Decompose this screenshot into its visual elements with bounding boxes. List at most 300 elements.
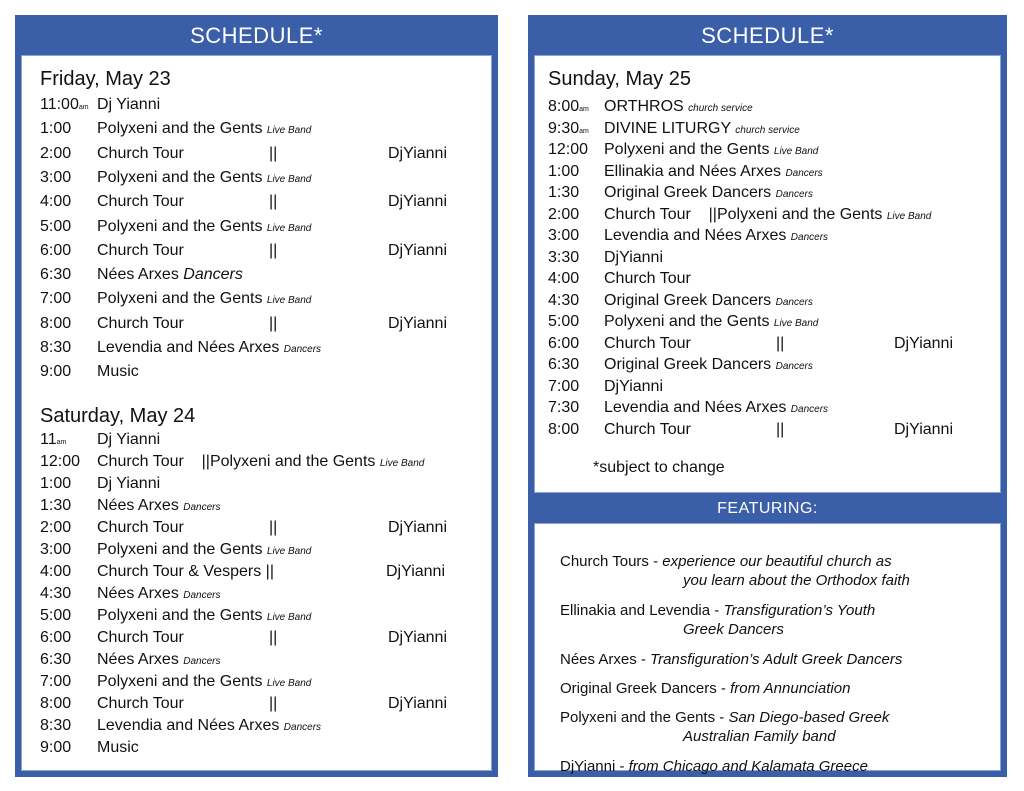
time-label <box>40 265 71 285</box>
event-name: Church Tour <box>97 241 184 259</box>
schedule-row <box>40 289 480 309</box>
event-name: ORTHROS <box>604 98 684 115</box>
time-label <box>40 672 71 692</box>
time-label <box>40 192 71 212</box>
time-label <box>40 716 71 736</box>
time-label <box>548 140 588 160</box>
event-name: Original Greek Dancers <box>604 184 772 201</box>
featuring-desc: San Diego-based Greek <box>728 709 890 726</box>
event-label <box>604 140 818 162</box>
event-label <box>604 269 691 289</box>
time-value: 11:00 <box>40 96 79 113</box>
event-tag: Live Band <box>773 146 819 157</box>
event-tag: Live Band <box>266 546 312 557</box>
time-value: 7:00 <box>40 290 72 308</box>
schedule-row <box>40 338 480 358</box>
event-name: Church Tour & Vespers || <box>97 563 274 580</box>
dj-label: DjYianni <box>388 695 447 712</box>
time-label <box>40 650 71 670</box>
event-tag: Dancers <box>775 361 813 372</box>
event-label <box>97 452 424 474</box>
schedule-row <box>40 144 480 164</box>
event-tag: Live Band <box>266 612 312 623</box>
schedule-panel-right <box>528 15 1007 777</box>
time-value: 3:00 <box>548 227 580 244</box>
schedule-row <box>40 694 480 714</box>
event-name: Church Tour <box>97 629 184 646</box>
event-name: Original Greek Dancers <box>604 291 772 309</box>
ampm-label: am <box>78 104 89 111</box>
event-tag: church service <box>735 124 800 136</box>
schedule-row <box>40 496 480 516</box>
event-tag: Dancers <box>183 502 221 513</box>
event-name: Polyxeni and the Gents <box>97 290 263 308</box>
event-label <box>97 217 311 239</box>
time-label <box>40 738 71 758</box>
time-value: 4:30 <box>548 291 580 309</box>
time-value: 6:00 <box>40 629 72 646</box>
event-name: Music <box>97 363 139 381</box>
time-value: 4:00 <box>40 563 72 580</box>
featuring-header: FEATURING: <box>717 500 818 517</box>
time-label <box>40 241 71 261</box>
time-label <box>40 540 71 560</box>
time-label <box>40 452 80 472</box>
event-name: Nées Arxes <box>97 497 179 514</box>
time-label <box>548 334 579 354</box>
featuring-name: Nées Arxes - <box>560 651 651 668</box>
featuring-line <box>683 727 836 746</box>
featuring-desc: from Annunciation <box>730 680 851 697</box>
event-label <box>604 183 813 205</box>
time-label <box>40 95 89 118</box>
event-extra: ||Polyxeni and the Gents <box>708 205 883 223</box>
time-label <box>548 398 579 418</box>
schedule-row <box>40 650 480 670</box>
time-value: 1:00 <box>548 162 580 180</box>
ampm-label: am <box>579 106 589 113</box>
featuring-name: Polyxeni and the Gents - <box>560 709 729 726</box>
event-label <box>97 241 184 261</box>
event-name: Dj Yianni <box>97 475 161 492</box>
day-title-sunday: Sunday, May 25 <box>548 68 692 90</box>
event-name: Ellinakia and Nées Arxes <box>604 162 781 180</box>
event-label <box>97 362 139 382</box>
schedule-row <box>548 312 993 332</box>
time-label <box>40 474 71 494</box>
time-label <box>40 168 71 188</box>
time-label <box>548 291 579 311</box>
event-label <box>97 192 184 212</box>
time-label <box>40 628 71 648</box>
featuring-line <box>560 601 875 620</box>
time-value: 4:00 <box>548 270 580 287</box>
time-label <box>40 217 71 237</box>
day-title-saturday: Saturday, May 24 <box>40 405 196 427</box>
event-name: Nées Arxes <box>97 266 179 284</box>
featuring-desc: Greek Dancers <box>683 621 784 638</box>
event-label <box>97 338 321 360</box>
separator: || <box>269 144 278 162</box>
schedule-row <box>548 269 993 289</box>
time-label <box>40 144 71 164</box>
schedule-row <box>548 97 993 117</box>
schedule-row <box>40 562 480 582</box>
event-tag: Live Band <box>266 125 312 137</box>
time-value: 2:00 <box>548 205 580 223</box>
dj-label: DjYianni <box>388 314 447 332</box>
event-label <box>97 518 184 538</box>
time-value: 1:00 <box>40 475 72 492</box>
time-value: 9:30 <box>548 119 580 137</box>
event-name: Church Tour <box>97 193 184 211</box>
time-label <box>40 584 71 604</box>
event-tag: Dancers <box>183 590 221 601</box>
time-value: 3:00 <box>40 541 72 558</box>
featuring-line <box>560 552 892 571</box>
event-name: DjYianni <box>604 248 663 266</box>
event-name: Church Tour <box>97 314 184 332</box>
time-label <box>40 562 71 582</box>
time-value: 1:30 <box>40 497 72 514</box>
schedule-row <box>40 738 480 758</box>
featuring-line <box>560 679 850 698</box>
dj-label: DjYianni <box>388 193 447 211</box>
event-tag: Dancers <box>183 656 221 667</box>
event-label <box>97 606 311 628</box>
schedule-row <box>548 291 993 311</box>
schedule-row <box>40 584 480 604</box>
schedule-row <box>40 192 480 212</box>
featuring-line <box>683 571 910 590</box>
event-name: Polyxeni and the Gents <box>97 120 263 138</box>
schedule-row <box>548 119 993 139</box>
featuring-line <box>560 650 902 669</box>
time-label <box>548 355 579 375</box>
schedule-row <box>548 140 993 160</box>
dj-label: DjYianni <box>388 241 447 259</box>
event-name: Original Greek Dancers <box>604 356 772 373</box>
time-label <box>548 162 579 182</box>
event-tag: Live Band <box>266 222 312 234</box>
schedule-row <box>40 168 480 188</box>
schedule-row <box>548 226 993 246</box>
time-value: 3:00 <box>40 168 72 186</box>
time-label <box>40 289 71 309</box>
time-value: 1:00 <box>40 120 72 138</box>
event-tag: Dancers <box>775 296 813 308</box>
separator: || <box>776 334 785 352</box>
event-name: Church Tour <box>604 334 691 352</box>
event-name: Music <box>97 739 139 756</box>
event-label <box>97 314 184 334</box>
event-name: Levendia and Nées Arxes <box>604 399 787 416</box>
event-name: DIVINE LITURGY <box>604 119 731 137</box>
time-value: 2:00 <box>40 144 72 162</box>
event-tag: Dancers <box>785 167 823 179</box>
ampm-label: am <box>56 439 67 446</box>
separator: || <box>269 241 278 259</box>
event-name: Church Tour <box>97 695 184 712</box>
time-label <box>548 312 579 332</box>
time-value: 5:00 <box>548 313 580 330</box>
event-label <box>97 474 160 494</box>
event-tag: church service <box>688 103 753 114</box>
event-tag: Dancers <box>790 232 829 243</box>
time-value: 6:30 <box>548 356 580 373</box>
time-value: 5:00 <box>40 217 72 235</box>
dj-label: DjYianni <box>388 629 447 646</box>
schedule-row <box>548 377 993 397</box>
dj-label: DjYianni <box>894 420 953 438</box>
time-label <box>40 430 66 453</box>
day-title-friday: Friday, May 23 <box>40 68 171 90</box>
schedule-panel-left <box>15 15 498 777</box>
time-value: 7:30 <box>548 399 580 416</box>
event-tag: Dancers <box>183 266 243 284</box>
time-label <box>548 226 579 246</box>
event-label <box>604 312 818 334</box>
event-label <box>97 628 184 648</box>
event-name: Church Tour <box>97 144 184 162</box>
schedule-row <box>40 265 480 285</box>
time-value: 3:30 <box>548 248 580 266</box>
event-label <box>604 291 813 313</box>
event-label <box>604 377 663 397</box>
event-label <box>97 738 139 758</box>
event-name: Church Tour <box>604 270 691 287</box>
schedule-row <box>40 362 480 382</box>
featuring-desc: you learn about the Orthodox faith <box>683 572 910 589</box>
schedule-row <box>40 314 480 334</box>
event-label <box>97 289 311 311</box>
time-value: 1:30 <box>548 184 580 201</box>
event-label <box>97 95 160 115</box>
event-tag: Dancers <box>283 344 322 355</box>
event-name: Polyxeni and the Gents <box>97 168 263 186</box>
event-name: Nées Arxes <box>97 651 179 668</box>
time-label <box>548 420 579 440</box>
schedule-row <box>548 162 993 182</box>
time-label <box>548 248 579 268</box>
time-label <box>40 119 71 139</box>
time-value: 7:00 <box>548 377 580 395</box>
time-value: 8:30 <box>40 339 72 356</box>
event-label <box>604 355 813 377</box>
time-label <box>548 183 579 203</box>
event-name: Church Tour <box>604 205 691 223</box>
schedule-row <box>548 398 993 418</box>
schedule-row <box>548 205 993 225</box>
featuring-desc: Australian Family band <box>683 728 836 745</box>
event-label <box>97 584 221 606</box>
event-name: Dj Yianni <box>97 96 161 113</box>
time-value: 6:30 <box>40 266 72 284</box>
event-label <box>604 162 823 184</box>
schedule-header: SCHEDULE* <box>701 23 834 48</box>
schedule-row <box>40 518 480 538</box>
time-label <box>40 496 71 516</box>
schedule-row <box>548 355 993 375</box>
event-label <box>604 97 753 119</box>
schedule-row <box>40 95 480 115</box>
event-label <box>97 716 321 738</box>
featuring-desc: experience our beautiful church as <box>662 553 892 570</box>
time-value: 8:30 <box>40 717 72 734</box>
event-name: Nées Arxes <box>97 585 179 602</box>
time-value: 8:00 <box>40 695 72 712</box>
schedule-row <box>40 540 480 560</box>
time-label <box>40 518 71 538</box>
event-tag: Live Band <box>266 678 312 689</box>
event-label <box>97 430 160 450</box>
schedule-row <box>548 334 993 354</box>
event-name: Polyxeni and the Gents <box>604 313 770 330</box>
event-name: Church Tour <box>604 420 691 438</box>
event-label <box>604 119 800 141</box>
time-value: 9:00 <box>40 739 72 756</box>
event-name: Polyxeni and the Gents <box>97 673 263 690</box>
time-label <box>40 314 71 334</box>
time-label <box>40 606 71 626</box>
dj-label: DjYianni <box>388 519 447 536</box>
event-label <box>97 144 184 164</box>
event-tag: Live Band <box>266 173 312 185</box>
separator: || <box>269 695 278 712</box>
event-label <box>97 562 274 582</box>
time-value: 12:00 <box>548 141 589 158</box>
schedule-row <box>548 183 993 203</box>
time-value: 12:00 <box>40 453 81 470</box>
time-label <box>40 694 71 714</box>
event-name: Levendia and Nées Arxes <box>97 717 280 734</box>
event-label <box>604 420 691 440</box>
time-value: 5:00 <box>40 607 72 624</box>
featuring-desc: Transfiguration’s Adult Greek Dancers <box>650 651 903 668</box>
event-name: Polyxeni and the Gents <box>97 217 263 235</box>
event-label <box>97 672 311 694</box>
schedule-row <box>548 420 993 440</box>
time-value: 9:00 <box>40 363 72 381</box>
event-label <box>604 205 931 227</box>
event-label <box>97 119 311 141</box>
dj-label: DjYianni <box>386 563 445 580</box>
time-value: 6:00 <box>548 334 580 352</box>
event-name: Polyxeni and the Gents <box>604 141 770 158</box>
event-name: Levendia and Nées Arxes <box>604 227 787 244</box>
schedule-row <box>40 606 480 626</box>
time-label <box>548 269 579 289</box>
featuring-name: Original Greek Dancers - <box>560 680 731 697</box>
featuring-list <box>534 523 1001 775</box>
separator: || <box>269 629 278 646</box>
event-name: Levendia and Nées Arxes <box>97 339 280 356</box>
schedule-row <box>40 628 480 648</box>
time-value: 8:00 <box>548 98 580 115</box>
schedule-row <box>40 119 480 139</box>
event-name: Church Tour <box>97 453 184 470</box>
schedule-row <box>40 474 480 494</box>
time-value: 11 <box>40 431 57 448</box>
event-label <box>97 496 221 518</box>
event-tag: Live Band <box>886 210 932 222</box>
event-label <box>97 265 243 285</box>
ampm-label: am <box>579 127 589 135</box>
event-label <box>97 650 221 672</box>
dj-label: DjYianni <box>894 334 953 352</box>
time-value: 2:00 <box>40 519 72 536</box>
schedule-body-left <box>21 55 492 771</box>
event-tag: Live Band <box>773 318 819 329</box>
event-name: Dj Yianni <box>97 431 161 448</box>
event-label <box>604 248 663 268</box>
time-label <box>40 338 71 358</box>
event-tag: Dancers <box>775 189 813 200</box>
time-value: 4:00 <box>40 193 72 211</box>
event-label <box>604 398 828 420</box>
event-label <box>604 226 828 248</box>
time-value: 8:00 <box>40 314 72 332</box>
separator: || <box>776 420 785 438</box>
time-label <box>548 97 589 120</box>
event-label <box>97 540 311 562</box>
schedule-row <box>40 716 480 736</box>
schedule-body-right <box>534 55 1001 493</box>
separator: || <box>269 519 278 536</box>
event-tag: Live Band <box>379 458 425 469</box>
featuring-desc: Transfiguration’s Youth <box>723 602 876 619</box>
event-tag: Dancers <box>790 404 829 415</box>
time-value: 6:30 <box>40 651 72 668</box>
schedule-header: SCHEDULE* <box>190 23 323 48</box>
featuring-line <box>560 708 889 727</box>
event-name: Polyxeni and the Gents <box>97 607 263 624</box>
featuring-name: DjYianni - <box>560 758 629 775</box>
featuring-line <box>560 757 868 776</box>
schedule-row <box>40 430 480 450</box>
featuring-name: Church Tours - <box>560 553 663 570</box>
separator: || <box>269 314 278 332</box>
schedule-row <box>40 241 480 261</box>
separator: || <box>269 193 278 211</box>
time-label <box>548 377 579 397</box>
time-value: 6:00 <box>40 241 72 259</box>
subject-to-change-note: *subject to change <box>593 459 725 476</box>
featuring-line <box>683 620 784 639</box>
dj-label: DjYianni <box>388 144 447 162</box>
time-label <box>40 362 71 382</box>
schedule-row <box>40 452 480 472</box>
event-label <box>604 334 691 354</box>
time-value: 7:00 <box>40 673 72 690</box>
time-label <box>548 205 579 225</box>
event-label <box>97 694 184 714</box>
schedule-row <box>548 248 993 268</box>
schedule-row <box>40 672 480 692</box>
event-name: Polyxeni and the Gents <box>97 541 263 558</box>
time-value: 8:00 <box>548 420 580 438</box>
event-tag: Dancers <box>283 722 322 733</box>
time-label <box>548 119 589 142</box>
schedule-row <box>40 217 480 237</box>
featuring-desc: from Chicago and Kalamata Greece <box>628 758 868 775</box>
event-label <box>97 168 311 190</box>
event-extra: ||Polyxeni and the Gents <box>201 453 376 470</box>
time-value: 4:30 <box>40 585 72 602</box>
event-name: DjYianni <box>604 377 663 395</box>
featuring-name: Ellinakia and Levendia - <box>560 602 724 619</box>
event-name: Church Tour <box>97 519 184 536</box>
